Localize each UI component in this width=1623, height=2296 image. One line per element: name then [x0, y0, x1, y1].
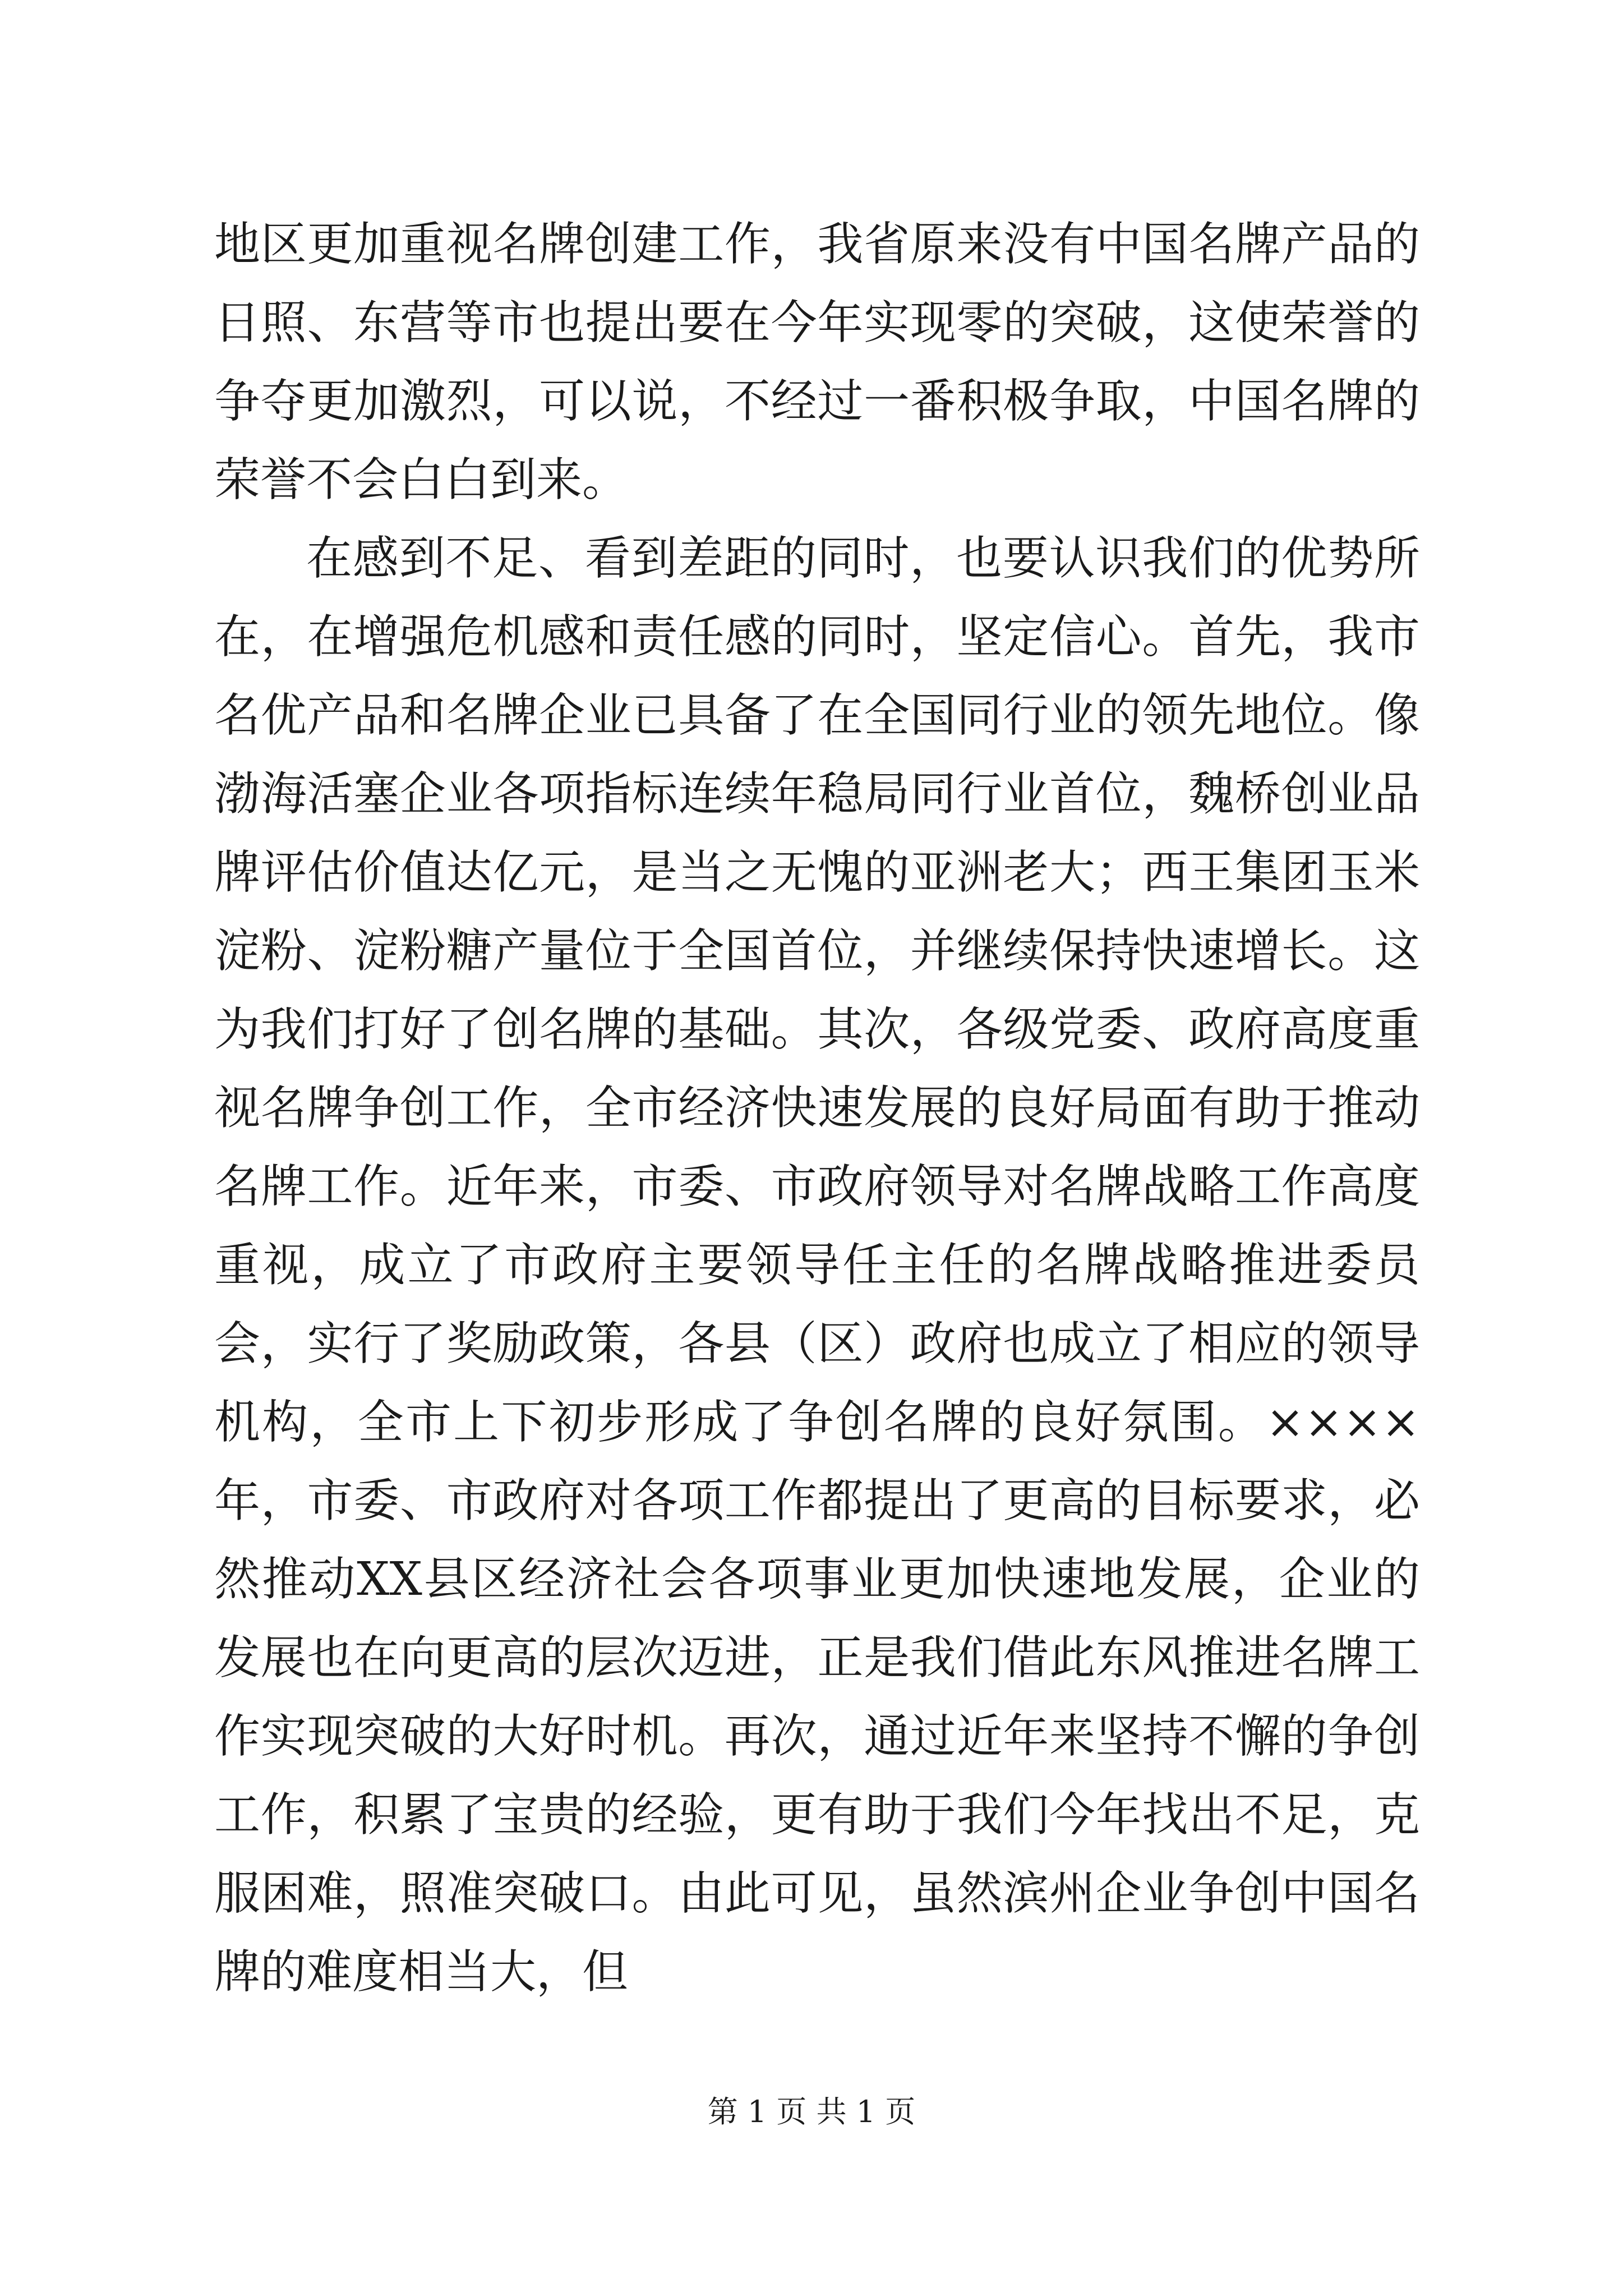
page-footer: 第 1 页 共 1 页 [707, 2094, 916, 2129]
paragraph-advantages: 在感到不足、看到差距的同时，也要认识我们的优势所在，在增强危机感和责任感的同时，坚定信心。首先，我市名优产品和名牌企业已具备了在全国同行业的领先地位。像渤海活塞企业各项指标连续年稳局同行业首位，魏桥创业品牌评估价值达亿元，是当之无愧的亚洲老大；西王集团玉米淀粉、淀粉糖产量位于全国首位，并继续保持快速增长。这为我们打好了创名牌的基础。其次，各级党委、政府高度重视名牌争创工作，全市经济快速发展的良好局面有助于推动名牌工作。近年来，市委、市政府领导对名牌战略工作高度重视，成立了市政府主要领导任主任的名牌战略推进委员会，实行了奖励政策，各县（区）政府也成立了相应的领导机构，全市上下初步形成了争创名牌的良好氛围。××××年，市委、市政府对各项工作都提出了更高的目标要求，必然推动XX县区经济社会各项事业更加快速地发展，企业的发展也在向更高的层次迈进，正是我们借此东风推进名牌工作实现突破的大好时机。再次，通过近年来坚持不懈的争创工作，积累了宝贵的经验，更有助于我们今年找出不足，克服困难，照准突破口。由此可见，虽然滨州企业争创中国名牌的难度相当大，但 [214, 532, 1420, 1999]
document-body [214, 205, 1420, 2012]
paragraph-continued: 地区更加重视名牌创建工作，我省原来没有中国名牌产品的日照、东营等市也提出要在今年实现零的突破，这使荣誉的争夺更加激烈，可以说，不经过一番积极争取，中国名牌的荣誉不会白白到来。 [214, 218, 1420, 507]
